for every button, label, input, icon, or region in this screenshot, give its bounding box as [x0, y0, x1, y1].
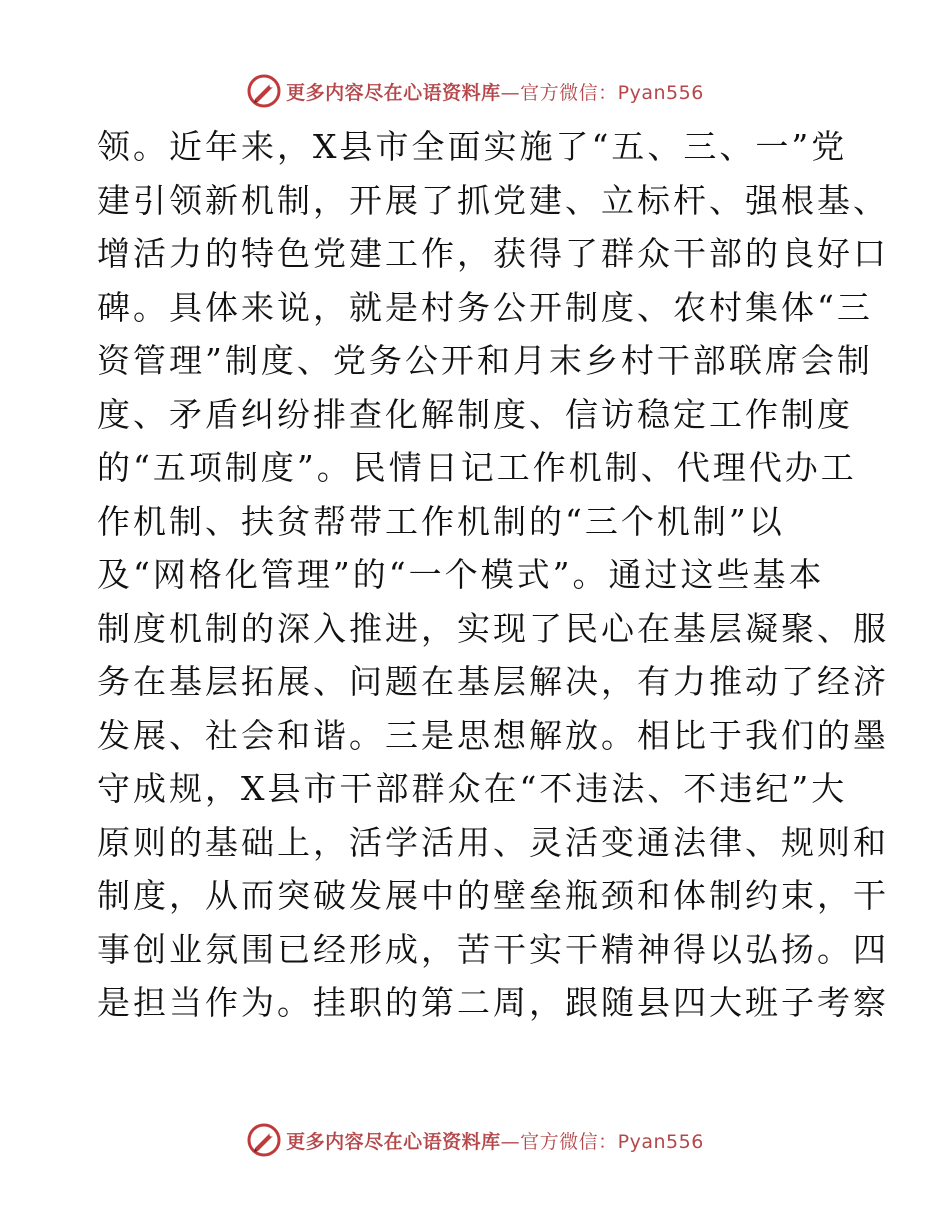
banner-dash: — [500, 1130, 521, 1153]
text-line: 务在基层拓展、问题在基层解决，有力推动了经济 [97, 662, 889, 701]
text-line: 建引领新机制，开展了抓党建、立标杆、强根基、 [97, 180, 889, 220]
document-body [97, 120, 889, 1030]
text-line: 碑。具体来说，就是村务公开制度、农村集体“三 [97, 287, 873, 327]
text-line: 及“网格化管理”的“一个模式”。通过这些基本 [97, 555, 825, 594]
text-line: 事创业氛围已经形成，苦干实干精神得以弘扬。四 [97, 929, 889, 969]
banner-wechat: 官方微信：Pyan556 [520, 81, 704, 104]
text-line: 制度机制的深入推进，实现了民心在基层凝聚、服 [97, 608, 889, 648]
banner-site-name: 更多内容尽在心语资料库 [286, 81, 501, 104]
text-line: 发展、社会和谐。三是思想解放。相比于我们的墨 [97, 715, 889, 755]
text-line: 作机制、扶贫帮带工作机制的“三个机制”以 [97, 501, 785, 541]
text-line: 制度，从而突破发展中的壁垒瓶颈和体制约束，干 [97, 876, 889, 915]
header-banner [0, 71, 950, 111]
banner-wechat: 官方微信：Pyan556 [520, 1130, 704, 1153]
pen-logo-icon [246, 1122, 282, 1158]
banner-dash: — [500, 81, 521, 104]
banner-text [286, 1127, 704, 1154]
text-line: 是担当作为。挂职的第二周，跟随县四大班子考察 [97, 983, 889, 1022]
footer-banner [0, 1120, 950, 1160]
text-line: 原则的基础上，活学活用、灵活变通法律、规则和 [97, 822, 889, 862]
text-line: 守成规，X县市干部群众在“不违法、不违纪”大 [97, 769, 848, 808]
banner-site-name: 更多内容尽在心语资料库 [286, 1130, 501, 1153]
text-line: 度、矛盾纠纷排查化解制度、信访稳定工作制度 [97, 394, 853, 434]
banner-text [286, 78, 704, 105]
text-line: 资管理”制度、党务公开和月末乡村干部联席会制 [97, 341, 873, 380]
text-line: 领。近年来，X县市全面实施了“五、三、一”党 [97, 127, 848, 166]
text-line: 的“五项制度”。民情日记工作机制、代理代办工 [97, 448, 857, 487]
pen-logo-icon [246, 73, 282, 109]
text-line: 增活力的特色党建工作，获得了群众干部的良好口 [97, 234, 889, 273]
